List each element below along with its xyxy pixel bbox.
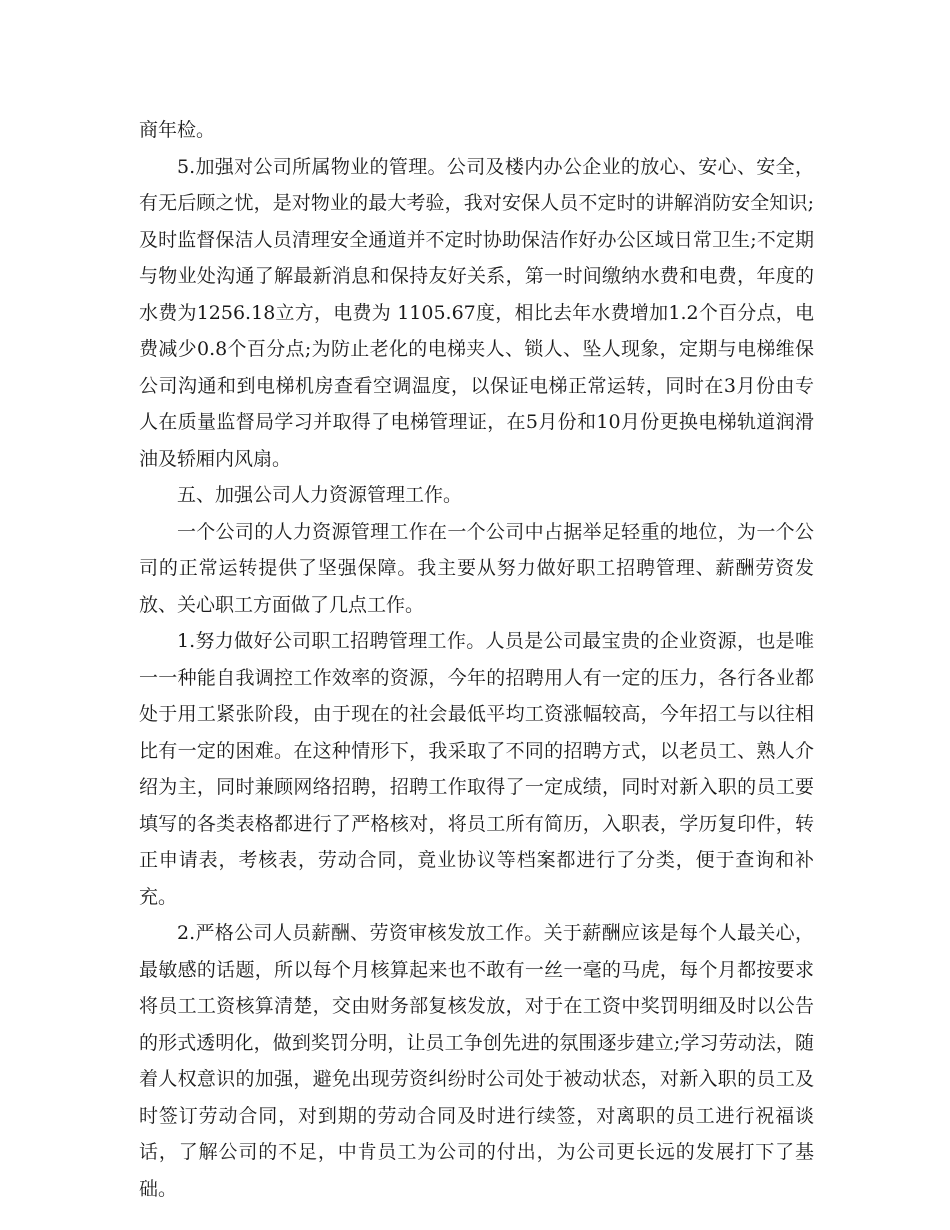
section-heading-hr: 五、加强公司人力资源管理工作。	[177, 484, 463, 506]
paragraph-property-management: 5.加强对公司所属物业的管理。公司及楼内办公企业的放心、安心、安全，有无后顾之忧，是对物业的最大考验，我对安保人员不定时的讲解消防安全知识;及时监督保洁人员清理安全通道并不定时协助保洁作好办公区域日常卫生;不定期与物业处沟通了解最新消息和保持友好关系，第一时间缴纳水费和电费，年度的水费为1256.18立方，电费为 1105.67度，相比去年水费增加1.2个百分点，电费减少0.8个百分点;为防止老化的电梯夹人、锁人、坠人现象，定期与电梯维保公司沟通和到电梯机房查看空调温度，以保证电梯正常运转，同时在3月份由专人在质量监督局学习并取得了电梯管理证，在5月份和10月份更换电梯轨道润滑油及轿厢内风扇。	[139, 155, 814, 470]
paragraph-hr-intro: 一个公司的人力资源管理工作在一个公司中占据举足轻重的地位，为一个公司的正常运转提供了坚强保障。我主要从努力做好职工招聘管理、薪酬劳资发放、关心职工方面做了几点工作。	[139, 520, 814, 616]
document-body	[139, 112, 814, 1207]
paragraph-payroll: 2.严格公司人员薪酬、劳资审核发放工作。关于薪酬应该是每个人最关心，最敏感的话题，所以每个月核算起来也不敢有一丝一毫的马虎，每个月都按要求将员工工资核算清楚，交由财务部复核发放，对于在工资中奖罚明细及时以公告的形式透明化，做到奖罚分明，让员工争创先进的氛围逐步建立;学习劳动法，随着人权意识的加强，避免出现劳资纠纷时公司处于被动状态，对新入职的员工及时签订劳动合同，对到期的劳动合同及时进行续签，对离职的员工进行祝福谈话，了解公司的不足，中肯员工为公司的付出，为公司更长远的发展打下了基础。	[139, 922, 814, 1200]
paragraph-recruitment: 1.努力做好公司职工招聘管理工作。人员是公司最宝贵的企业资源，也是唯一一种能自我调控工作效率的资源，今年的招聘用人有一定的压力，各行各业都处于用工紧张阶段，由于现在的社会最低平均工资涨幅较高，今年招工与以往相比有一定的困难。在这种情形下，我采取了不同的招聘方式，以老员工、熟人介绍为主，同时兼顾网络招聘，招聘工作取得了一定成绩，同时对新入职的员工要填写的各类表格都进行了严格核对，将员工所有简历，入职表，学历复印件，转正申请表，考核表，劳动合同，竟业协议等档案都进行了分类，便于查询和补充。	[139, 630, 814, 908]
paragraph-continuation: 商年检。	[139, 119, 216, 141]
